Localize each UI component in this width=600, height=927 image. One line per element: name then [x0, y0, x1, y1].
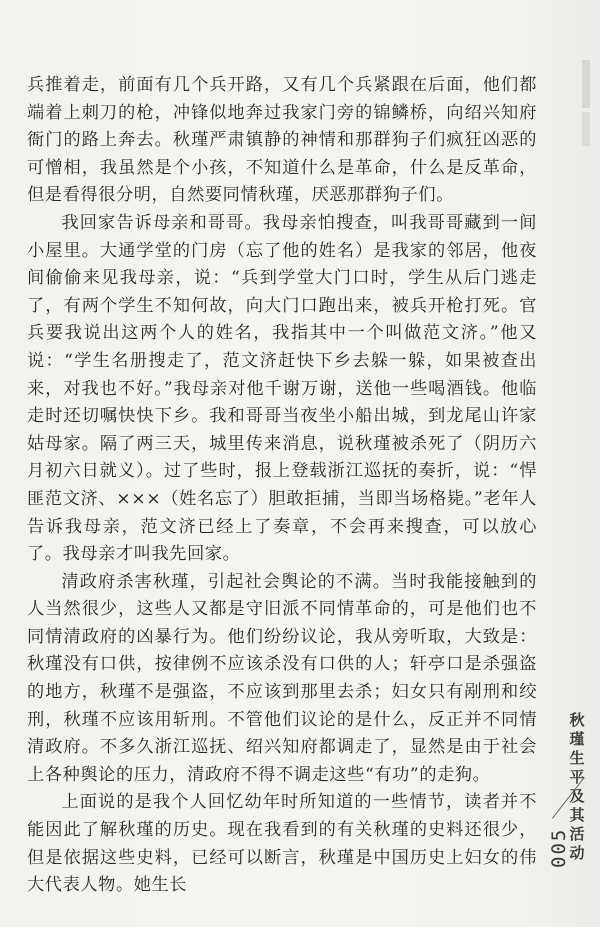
paragraph: 上面说的是我个人回忆幼年时所知道的一些情节，读者并不能因此了解秋瑾的历史。现在我看到的有关秋瑾的史料还很少，但是依据这些史料，已经可以断言，秋瑾是中国历史上妇女的伟大代表人物。她生长: [27, 792, 537, 896]
body-text: [27, 72, 537, 900]
page-number: 005: [548, 827, 570, 868]
paragraph: 清政府杀害秋瑾，引起社会舆论的不满。当时我能接触到的人当然很少，这些人又都是守旧派不同情革命的，可是他们也不同情清政府的凶暴行为。他们纷纷议论，我从旁听取，大致是：秋瑾没有口供，按律例不应该杀没有口供的人；轩亭口是杀强盗的地方，秋瑾不是强盗，不应该到那里去杀；妇女只有剐刑和绞刑，秋瑾不应该用斩刑。不管他们议论的是什么，反正并不同情清政府。不多久浙江巡抚、绍兴知府都调走了，显然是由于社会上各种舆论的压力，清政府不得不调走这些“有功”的走狗。: [27, 571, 537, 785]
paragraph: 兵推着走，前面有几个兵开路，又有几个兵紧跟在后面，他们都端着上刺刀的枪，冲锋似地奔过我家门旁的锦鳞桥，向绍兴知府衙门的路上奔去。秋瑾严肃镇静的神情和那群狗子们疯狂凶恶的可憎相，我虽然是个小孩，不知道什么是革命，什么是反革命，但是看得很分明，自然要同情秋瑾，厌恶那群狗子们。: [27, 75, 537, 206]
running-title: 秋瑾生平及其活动: [569, 711, 585, 862]
page-edge-shadow: [582, 60, 590, 108]
page-edge-shadow: [582, 112, 590, 146]
paragraph: 我回家告诉母亲和哥哥。我母亲怕搜查，叫我哥哥藏到一间小屋里。大通学堂的门房（忘了他的姓名）是我家的邻居，他夜间偷偷来见我母亲，说：“兵到学堂大门口时，学生从后门逃走了，有两个学生不知何故，向大门口跑出来，被兵开枪打死。官兵要我说出这两个人的姓名，我指其中一个叫做范文济。”他又说：“学生名册搜走了，范文济赶快下乡去躲一躲，如果被查出来，对我也不好。”我母亲对他千谢万谢，送他一些喝酒钱。他临走时还切嘱快快下乡。我和哥哥当夜坐小船出城，到龙尾山许家姑母家。隔了两三天，城里传来消息，说秋瑾被杀死了（阴历六月初六日就义）。过了些时，报上登载浙江巡抚的奏折，说：“悍匪范文济、×××（姓名忘了）胆敢拒捕，当即当场格毙。”老年人告诉我母亲，范文济已经上了奏章，不会再来搜查，可以放心了。我母亲才叫我先回家。: [27, 212, 537, 565]
